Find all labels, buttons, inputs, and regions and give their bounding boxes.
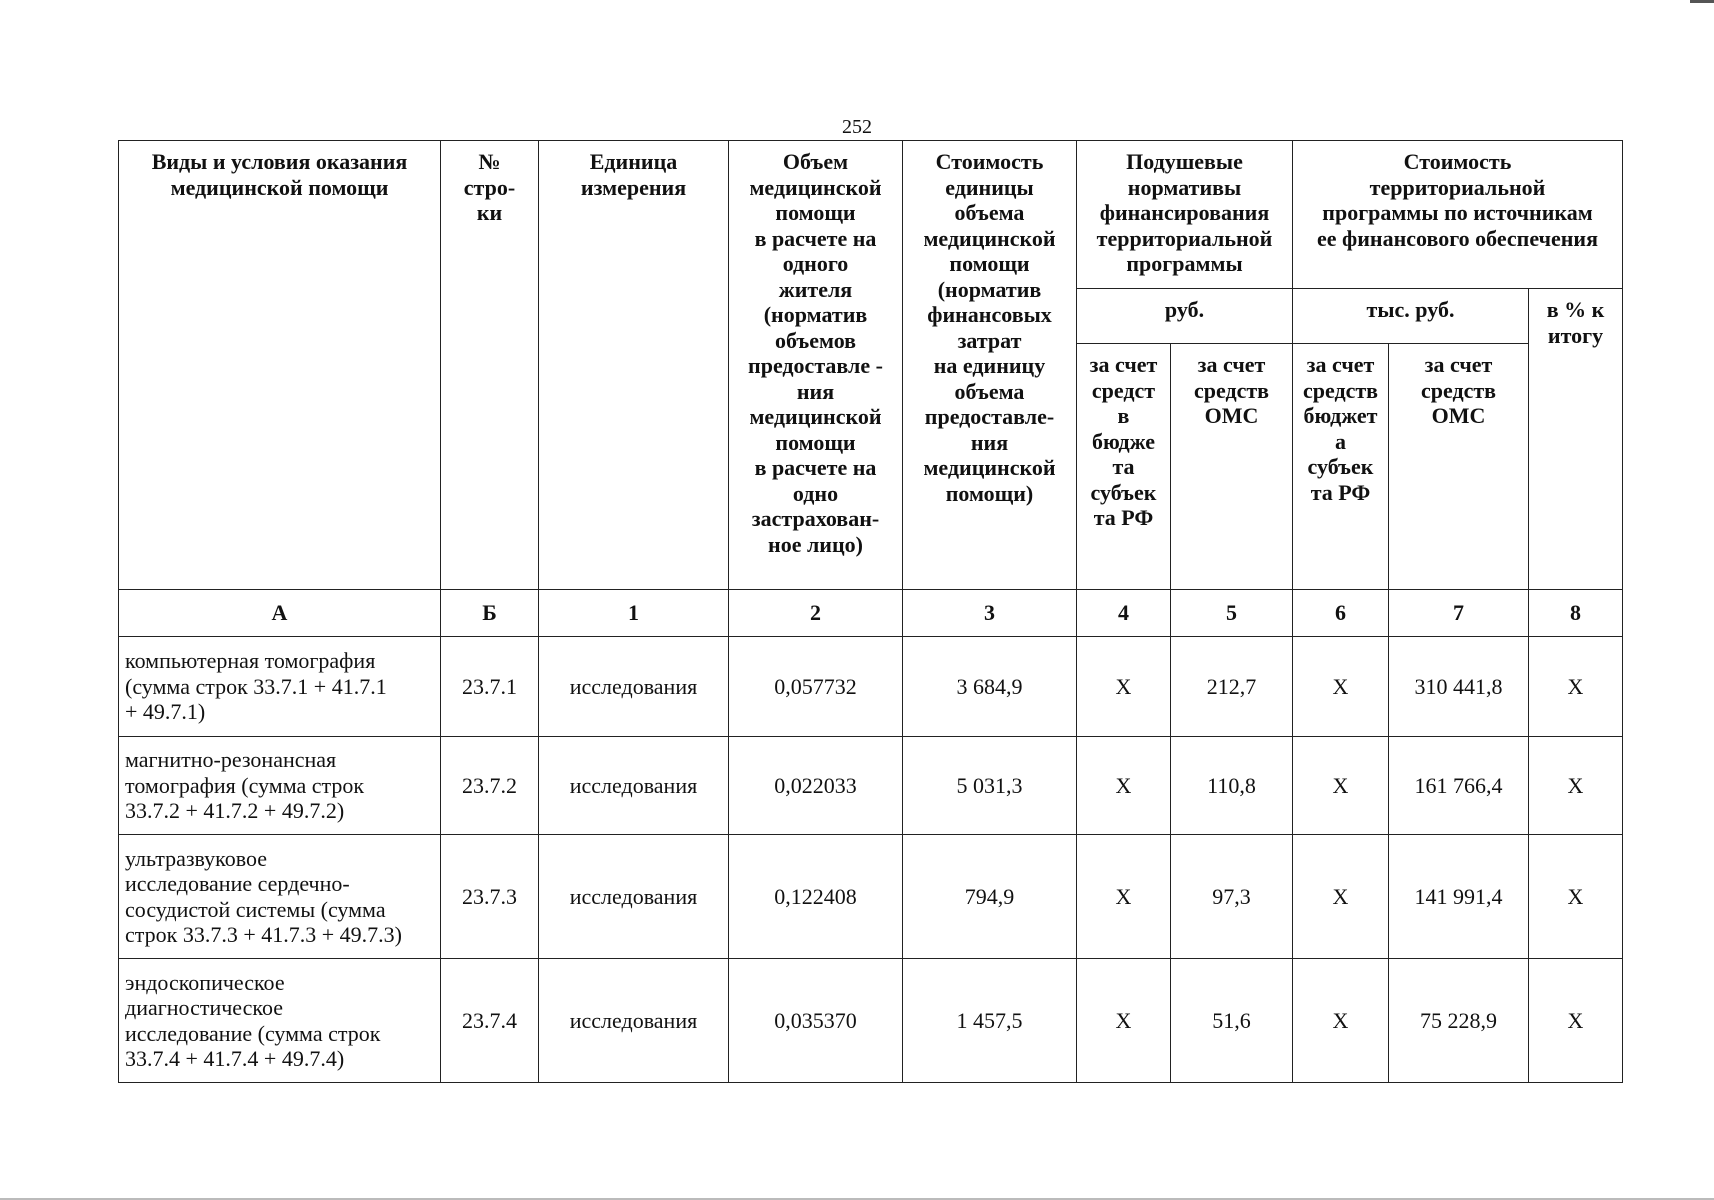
row-unit: исследования [539, 959, 729, 1083]
row-unit-cost: 1 457,5 [903, 959, 1077, 1083]
row-per-capita-budget: X [1077, 637, 1171, 737]
row-volume: 0,057732 [729, 637, 903, 737]
row-percent: X [1529, 637, 1623, 737]
column-index-cell: 2 [729, 590, 903, 637]
row-service-name: компьютерная томография (сумма строк 33.7.1 + 41.7.1 + 49.7.1) [119, 637, 441, 737]
row-service-name: эндоскопическое диагностическое исследование (сумма строк 33.7.4 + 41.7.4 + 49.7.4) [119, 959, 441, 1083]
column-index-cell: 5 [1171, 590, 1293, 637]
header-unit-cost: Стоимость единицы объема медицинской помощи (норматив финансовых затрат на единицу объема предоставле- ния медицинской помощи) [903, 141, 1077, 590]
header-unit-of-measure: Единица измерения [539, 141, 729, 590]
row-per-capita-budget: X [1077, 959, 1171, 1083]
row-per-capita-oms: 110,8 [1171, 737, 1293, 835]
row-per-capita-budget: X [1077, 835, 1171, 959]
row-unit-cost: 5 031,3 [903, 737, 1077, 835]
row-volume: 0,035370 [729, 959, 903, 1083]
financing-table [118, 140, 1623, 1083]
table-row [119, 737, 1623, 835]
header-types-of-care: Виды и условия оказания медицинской помощи [119, 141, 441, 590]
header-percent-of-total: в % к итогу [1529, 289, 1623, 590]
row-unit: исследования [539, 637, 729, 737]
header-cost-oms: за счет средств ОМС [1389, 344, 1529, 590]
row-unit-cost: 794,9 [903, 835, 1077, 959]
column-index-cell: 6 [1293, 590, 1389, 637]
header-program-cost-group: Стоимость территориальной программы по источникам ее финансового обеспечения [1293, 141, 1623, 289]
row-volume: 0,022033 [729, 737, 903, 835]
scan-edge-mark [1690, 0, 1714, 3]
row-service-name: ультразвуковое исследование сердечно- сосудистой системы (сумма строк 33.7.3 + 41.7.3 + 49.7.3) [119, 835, 441, 959]
row-unit-cost: 3 684,9 [903, 637, 1077, 737]
header-line-number: № стро- ки [441, 141, 539, 590]
row-cost-oms: 75 228,9 [1389, 959, 1529, 1083]
row-line-number: 23.7.3 [441, 835, 539, 959]
table-row [119, 637, 1623, 737]
header-per-capita-budget: за счет средст в бюдже та субъек та РФ [1077, 344, 1171, 590]
row-cost-budget: X [1293, 637, 1389, 737]
column-index-cell: 7 [1389, 590, 1529, 637]
row-line-number: 23.7.4 [441, 959, 539, 1083]
row-line-number: 23.7.2 [441, 737, 539, 835]
row-unit: исследования [539, 835, 729, 959]
row-unit: исследования [539, 737, 729, 835]
header-row-1 [119, 141, 1623, 289]
row-cost-oms: 310 441,8 [1389, 637, 1529, 737]
column-index-cell: Б [441, 590, 539, 637]
header-unit-rub: руб. [1077, 289, 1293, 344]
row-percent: X [1529, 835, 1623, 959]
row-per-capita-budget: X [1077, 737, 1171, 835]
row-cost-budget: X [1293, 737, 1389, 835]
table-row [119, 835, 1623, 959]
row-volume: 0,122408 [729, 835, 903, 959]
column-index-row [119, 590, 1623, 637]
column-index-cell: 4 [1077, 590, 1171, 637]
table-row [119, 959, 1623, 1083]
header-unit-thousand-rub: тыс. руб. [1293, 289, 1529, 344]
row-line-number: 23.7.1 [441, 637, 539, 737]
page-number: 252 [842, 116, 872, 138]
column-index-cell: 8 [1529, 590, 1623, 637]
row-percent: X [1529, 959, 1623, 1083]
row-cost-oms: 161 766,4 [1389, 737, 1529, 835]
header-volume-norm: Объем медицинской помощи в расчете на одного жителя (норматив объемов предоставле - ния медицинской помощи в расчете на одно застрахован- ное лицо) [729, 141, 903, 590]
row-per-capita-oms: 212,7 [1171, 637, 1293, 737]
column-index-cell: А [119, 590, 441, 637]
row-cost-budget: X [1293, 959, 1389, 1083]
column-index-cell: 3 [903, 590, 1077, 637]
row-per-capita-oms: 51,6 [1171, 959, 1293, 1083]
row-service-name: магнитно-резонансная томография (сумма строк 33.7.2 + 41.7.2 + 49.7.2) [119, 737, 441, 835]
header-per-capita-oms: за счет средств ОМС [1171, 344, 1293, 590]
row-percent: X [1529, 737, 1623, 835]
header-per-capita-group: Подушевые нормативы финансирования территориальной программы [1077, 141, 1293, 289]
row-per-capita-oms: 97,3 [1171, 835, 1293, 959]
row-cost-oms: 141 991,4 [1389, 835, 1529, 959]
row-cost-budget: X [1293, 835, 1389, 959]
column-index-cell: 1 [539, 590, 729, 637]
header-cost-budget: за счет средств бюджет а субъек та РФ [1293, 344, 1389, 590]
